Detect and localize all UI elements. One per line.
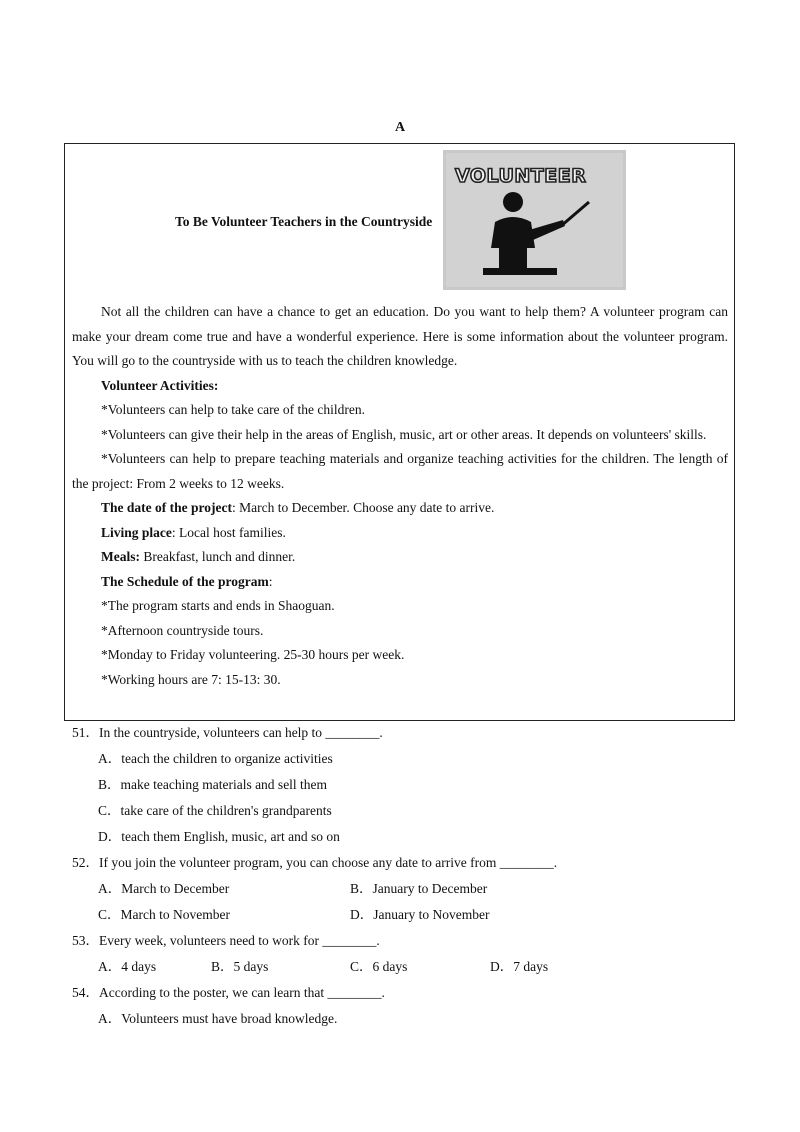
answer-option[interactable]: D．7 days xyxy=(490,959,549,974)
answer-option[interactable]: C．6 days xyxy=(350,959,408,974)
schedule-heading xyxy=(72,570,728,595)
activity-item: *Volunteers can help to take care of the children. xyxy=(101,402,366,417)
answer-option[interactable]: A．teach the children to organize activities xyxy=(98,751,333,766)
answer-option[interactable]: B．January to December xyxy=(350,881,488,896)
answer-option[interactable]: B．5 days xyxy=(211,959,269,974)
activity-item: *Volunteers can give their help in the areas of English, music, art or other areas. It depends on volunteers' skills. xyxy=(101,426,707,442)
question-stem: 52．If you join the volunteer program, you can choose any date to arrive from ________. xyxy=(72,855,558,870)
questions-section xyxy=(72,723,772,1035)
schedule-item: *Working hours are 7: 15-13: 30. xyxy=(101,671,281,687)
schedule-colon: : xyxy=(268,573,273,589)
volunteer-teacher-image xyxy=(443,150,626,290)
schedule-item: *Monday to Friday volunteering. 25-30 hours per week. xyxy=(101,647,405,662)
answer-option[interactable]: B．make teaching materials and sell them xyxy=(98,777,328,792)
schedule-label: The Schedule of the program xyxy=(101,573,269,589)
project-date-label: The date of the project xyxy=(101,500,232,515)
project-date xyxy=(72,496,728,521)
meals xyxy=(72,545,728,570)
activity-item: *Volunteers can help to prepare teaching materials and organize teaching activities for the children. The length of the project: From 2 weeks to 12 weeks. xyxy=(72,451,728,491)
meals-label: Meals: xyxy=(101,549,140,564)
living-place xyxy=(72,521,728,546)
answer-option[interactable]: D．teach them English, music, art and so on xyxy=(98,829,340,844)
teacher-head xyxy=(503,192,523,212)
living-place-label: Living place xyxy=(101,524,172,540)
schedule-item: *The program starts and ends in Shaoguan. xyxy=(101,598,335,613)
answer-option[interactable]: C．March to November xyxy=(98,907,230,922)
poster-body xyxy=(72,300,728,692)
answer-option[interactable]: D．January to November xyxy=(350,907,490,922)
question-stem: 53．Every week, volunteers need to work for ________. xyxy=(72,933,380,948)
option-row xyxy=(72,957,772,983)
meals-value: Breakfast, lunch and dinner. xyxy=(139,549,296,564)
schedule-item: *Afternoon countryside tours. xyxy=(101,622,264,638)
answer-option[interactable]: A．March to December xyxy=(98,881,230,896)
intro-paragraph: Not all the children can have a chance to get an education. Do you want to help them? A volunteer program can make your dream come true and have a wonderful experience. Here is some information about the volunteer program. You will go to the countryside with us to teach the children knowledge. xyxy=(72,304,728,368)
poster-title: To Be Volunteer Teachers in the Countryside xyxy=(175,214,433,229)
project-date-value: : March to December. Choose any date to arrive. xyxy=(231,500,495,515)
volunteer-logo-text: VOLUNTEER xyxy=(455,165,587,187)
activities-heading: Volunteer Activities: xyxy=(101,377,219,393)
section-letter: A xyxy=(394,120,406,135)
living-place-value: : Local host families. xyxy=(171,524,286,540)
option-row xyxy=(72,905,772,931)
answer-option[interactable]: A．Volunteers must have broad knowledge. xyxy=(98,1011,338,1026)
question-stem: 54．According to the poster, we can learn that ________. xyxy=(72,985,385,1000)
question-stem: 51．In the countryside, volunteers can help to ________. xyxy=(72,725,383,740)
answer-option[interactable]: C．take care of the children's grandparents xyxy=(98,803,332,818)
option-row xyxy=(72,879,772,905)
answer-option[interactable]: A．4 days xyxy=(98,959,157,974)
desk xyxy=(483,268,557,275)
